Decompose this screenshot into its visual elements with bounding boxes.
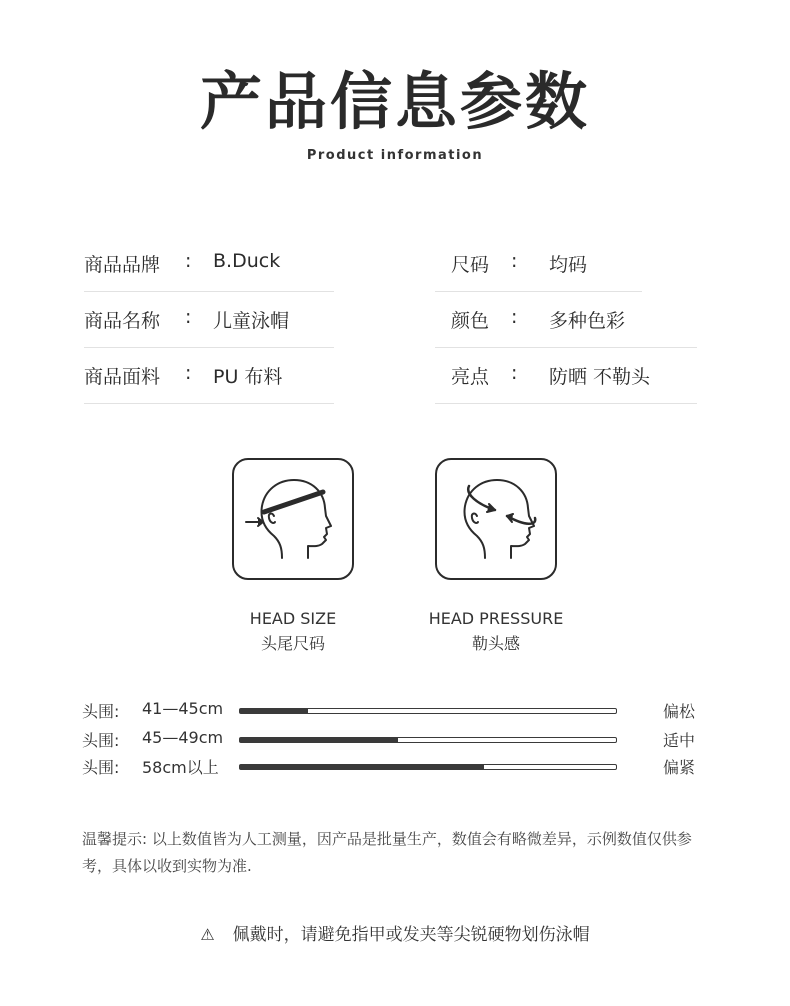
spec-key: 尺码 [451, 254, 490, 276]
spec-value: 均码 [549, 254, 588, 276]
spec-key: 商品品牌 [84, 254, 161, 276]
head-size-label [193, 606, 393, 656]
fit-row-medium [82, 726, 712, 752]
head-measure-icon [232, 458, 354, 580]
head-size-en: HEAD SIZE [249, 609, 337, 628]
spec-value: B.Duck [213, 250, 281, 272]
spec-value: PU 布料 [213, 366, 283, 388]
page-title: 产品信息参数 [199, 65, 590, 138]
spec-row-color [435, 292, 697, 348]
tip-text: 温馨提示: 以上数值皆为人工测量，因产品是批量生产，数值会有略微差异，示例数值仅供参考，具体以收到实物为准. [82, 830, 692, 875]
fit-bar [239, 708, 617, 714]
fit-bar-fill [240, 709, 308, 713]
warning-text: 佩戴时，请避免指甲或发夹等尖锐硬物划伤泳帽 [232, 925, 590, 945]
fit-row-tight [82, 753, 712, 779]
spec-row-brand [84, 236, 334, 292]
fit-text: 适中 [663, 731, 696, 750]
spec-key: 商品名称 [84, 310, 161, 332]
warning-triangle-icon: ⚠ [200, 925, 215, 944]
spec-value: 儿童泳帽 [213, 310, 290, 332]
fit-label: 头围: [82, 702, 120, 721]
spec-colon: : [511, 362, 518, 384]
fit-bar-fill [240, 738, 398, 742]
head-pressure-zh: 勒头感 [471, 634, 520, 653]
fit-text: 偏松 [663, 702, 696, 721]
spec-colon: : [511, 306, 518, 328]
head-size-zh: 头尾尺码 [260, 634, 325, 653]
head-pressure-label [396, 606, 596, 656]
fit-bar [239, 737, 617, 743]
spec-list-left [84, 236, 334, 404]
spec-key: 商品面料 [84, 366, 161, 388]
spec-row-fabric [84, 348, 334, 404]
spec-colon: : [511, 250, 518, 272]
spec-key: 亮点 [451, 366, 490, 388]
fit-bar-fill [240, 765, 484, 769]
fit-range: 58cm以上 [142, 758, 219, 777]
spec-row-size [435, 236, 642, 292]
spec-value: 防晒 不勒头 [549, 366, 651, 388]
spec-value: 多种色彩 [549, 310, 626, 332]
fit-range: 45—49cm [142, 728, 224, 747]
spec-colon: : [185, 250, 192, 272]
fit-label: 头围: [82, 731, 120, 750]
warning-notice [0, 920, 790, 945]
fit-range: 41—45cm [142, 699, 224, 718]
head-pressure-en: HEAD PRESSURE [428, 609, 564, 628]
fit-bar [239, 764, 617, 770]
page-subtitle: Product information [306, 148, 484, 163]
fit-text: 偏紧 [663, 758, 696, 777]
spec-row-feature [435, 348, 697, 404]
spec-colon: : [185, 306, 192, 328]
spec-row-name [84, 292, 334, 348]
head-pressure-icon [435, 458, 557, 580]
spec-list-right [435, 236, 697, 404]
fit-row-loose [82, 697, 712, 723]
spec-colon: : [185, 362, 192, 384]
fit-label: 头围: [82, 758, 120, 777]
spec-key: 颜色 [451, 310, 490, 332]
